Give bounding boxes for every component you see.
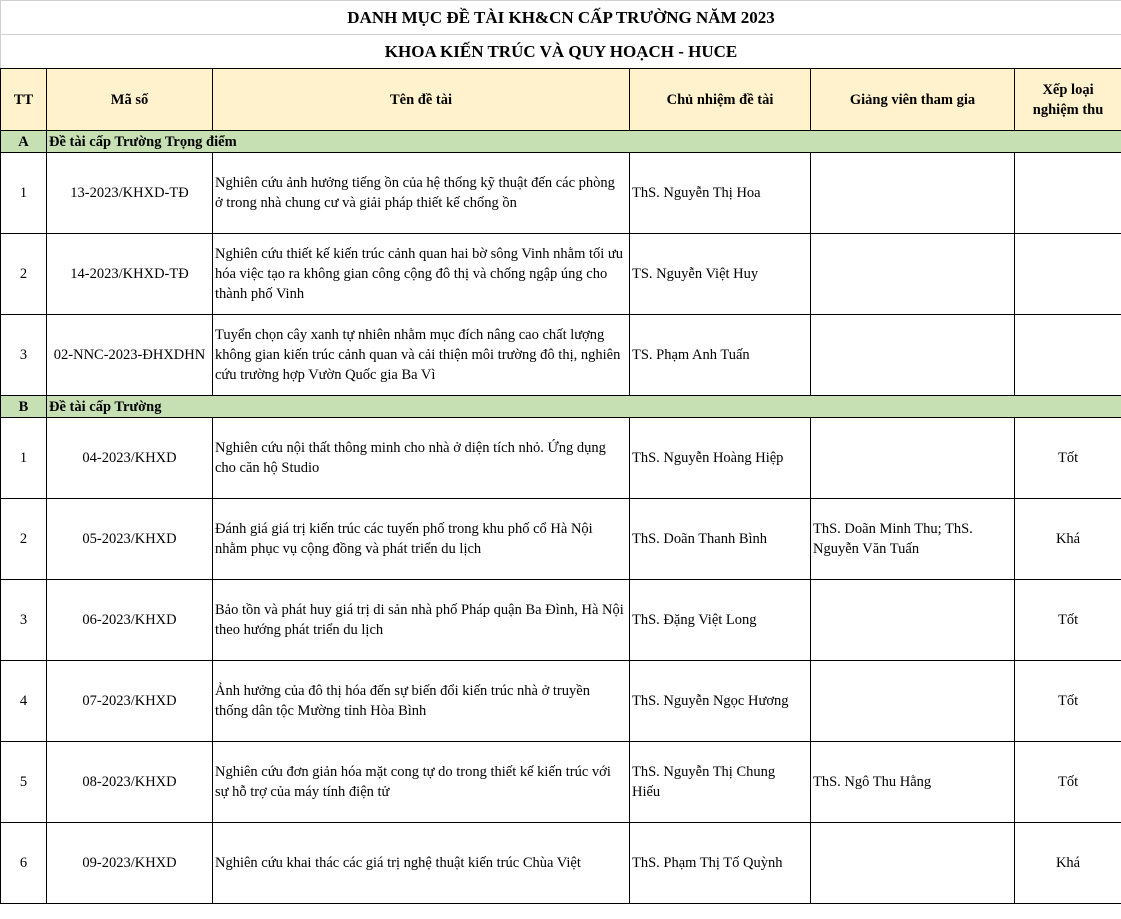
row-ma-so: 13-2023/KHXD-TĐ [47, 153, 213, 234]
table-row [1, 315, 1121, 396]
title-row-2 [1, 35, 1121, 69]
row-chu-nhiem: ThS. Nguyễn Hoàng Hiệp [630, 418, 811, 499]
row-xep-loai: Tốt [1015, 742, 1121, 823]
table-row [1, 823, 1121, 904]
row-tt: 1 [1, 418, 47, 499]
row-ma-so: 02-NNC-2023-ĐHXDHN [47, 315, 213, 396]
row-xep-loai: Khá [1015, 499, 1121, 580]
header-xep-loai: Xếp loại nghiệm thu [1015, 69, 1121, 131]
row-xep-loai: Tốt [1015, 661, 1121, 742]
row-ma-so: 14-2023/KHXD-TĐ [47, 234, 213, 315]
table-row [1, 153, 1121, 234]
table-row [1, 234, 1121, 315]
section-row [1, 131, 1121, 153]
document-title: DANH MỤC ĐỀ TÀI KH&CN CẤP TRƯỜNG NĂM 2023 [1, 1, 1121, 35]
row-giang-vien [811, 580, 1015, 661]
row-chu-nhiem: ThS. Nguyễn Ngọc Hương [630, 661, 811, 742]
row-ten-de-tai: Đánh giá giá trị kiến trúc các tuyến phố trong khu phố cổ Hà Nội nhằm phục vụ cộng đồng và phát triển du lịch [213, 499, 630, 580]
row-xep-loai [1015, 234, 1121, 315]
table-row [1, 661, 1121, 742]
row-chu-nhiem: TS. Nguyễn Việt Huy [630, 234, 811, 315]
row-ma-so: 08-2023/KHXD [47, 742, 213, 823]
row-chu-nhiem: ThS. Phạm Thị Tố Quỳnh [630, 823, 811, 904]
header-chu-nhiem: Chủ nhiệm đề tài [630, 69, 811, 131]
row-tt: 3 [1, 580, 47, 661]
row-giang-vien [811, 823, 1015, 904]
row-xep-loai: Tốt [1015, 580, 1121, 661]
row-tt: 6 [1, 823, 47, 904]
header-giang-vien: Giảng viên tham gia [811, 69, 1015, 131]
section-name: Đề tài cấp Trường Trọng điểm [47, 131, 1121, 153]
section-name: Đề tài cấp Trường [47, 396, 1121, 418]
row-giang-vien: ThS. Ngô Thu Hằng [811, 742, 1015, 823]
row-giang-vien [811, 661, 1015, 742]
row-giang-vien [811, 153, 1015, 234]
table-row [1, 499, 1121, 580]
section-code: B [1, 396, 47, 418]
section-row [1, 396, 1121, 418]
row-xep-loai: Khá [1015, 823, 1121, 904]
table-row [1, 418, 1121, 499]
row-chu-nhiem: TS. Phạm Anh Tuấn [630, 315, 811, 396]
row-tt: 5 [1, 742, 47, 823]
row-xep-loai [1015, 153, 1121, 234]
row-tt: 3 [1, 315, 47, 396]
row-tt: 2 [1, 499, 47, 580]
row-chu-nhiem: ThS. Nguyễn Thị Hoa [630, 153, 811, 234]
row-xep-loai [1015, 315, 1121, 396]
row-giang-vien [811, 315, 1015, 396]
row-giang-vien [811, 418, 1015, 499]
table-row [1, 580, 1121, 661]
row-chu-nhiem: ThS. Doãn Thanh Bình [630, 499, 811, 580]
row-giang-vien [811, 234, 1015, 315]
row-ten-de-tai: Nghiên cứu khai thác các giá trị nghệ thuật kiến trúc Chùa Việt [213, 823, 630, 904]
title-row-1 [1, 1, 1121, 35]
row-tt: 2 [1, 234, 47, 315]
row-chu-nhiem: ThS. Đặng Việt Long [630, 580, 811, 661]
row-xep-loai: Tốt [1015, 418, 1121, 499]
row-ten-de-tai: Bảo tồn và phát huy giá trị di sản nhà phố Pháp quận Ba Đình, Hà Nội theo hướng phát triển du lịch [213, 580, 630, 661]
faculty-title: KHOA KIẾN TRÚC VÀ QUY HOẠCH - HUCE [1, 35, 1121, 69]
row-ten-de-tai: Nghiên cứu ảnh hưởng tiếng ồn của hệ thống kỹ thuật đến các phòng ở trong nhà chung cư và giải pháp thiết kế chống ồn [213, 153, 630, 234]
row-ten-de-tai: Nghiên cứu thiết kế kiến trúc cảnh quan hai bờ sông Vinh nhằm tối ưu hóa việc tạo ra không gian công cộng đô thị và chống ngập úng cho thành phố Vinh [213, 234, 630, 315]
row-tt: 4 [1, 661, 47, 742]
row-ten-de-tai: Ảnh hưởng của đô thị hóa đến sự biến đổi kiến trúc nhà ở truyền thống dân tộc Mường tỉnh Hòa Bình [213, 661, 630, 742]
header-ma-so: Mã số [47, 69, 213, 131]
row-chu-nhiem: ThS. Nguyễn Thị Chung Hiếu [630, 742, 811, 823]
row-giang-vien: ThS. Doãn Minh Thu; ThS. Nguyễn Văn Tuấn [811, 499, 1015, 580]
row-ma-so: 07-2023/KHXD [47, 661, 213, 742]
row-ten-de-tai: Nghiên cứu nội thất thông minh cho nhà ở diện tích nhỏ. Ứng dụng cho căn hộ Studio [213, 418, 630, 499]
row-ma-so: 06-2023/KHXD [47, 580, 213, 661]
header-tt: TT [1, 69, 47, 131]
row-tt: 1 [1, 153, 47, 234]
row-ma-so: 05-2023/KHXD [47, 499, 213, 580]
header-ten-de-tai: Tên đề tài [213, 69, 630, 131]
table-row [1, 742, 1121, 823]
section-code: A [1, 131, 47, 153]
header-row [1, 69, 1121, 131]
row-ten-de-tai: Nghiên cứu đơn giản hóa mặt cong tự do trong thiết kế kiến trúc với sự hỗ trợ của máy tính điện tử [213, 742, 630, 823]
row-ten-de-tai: Tuyển chọn cây xanh tự nhiên nhằm mục đích nâng cao chất lượng không gian kiến trúc cảnh quan và cải thiện môi trường đô thị, nghiên cứu trường hợp Vườn Quốc gia Ba Vì [213, 315, 630, 396]
row-ma-so: 09-2023/KHXD [47, 823, 213, 904]
row-ma-so: 04-2023/KHXD [47, 418, 213, 499]
